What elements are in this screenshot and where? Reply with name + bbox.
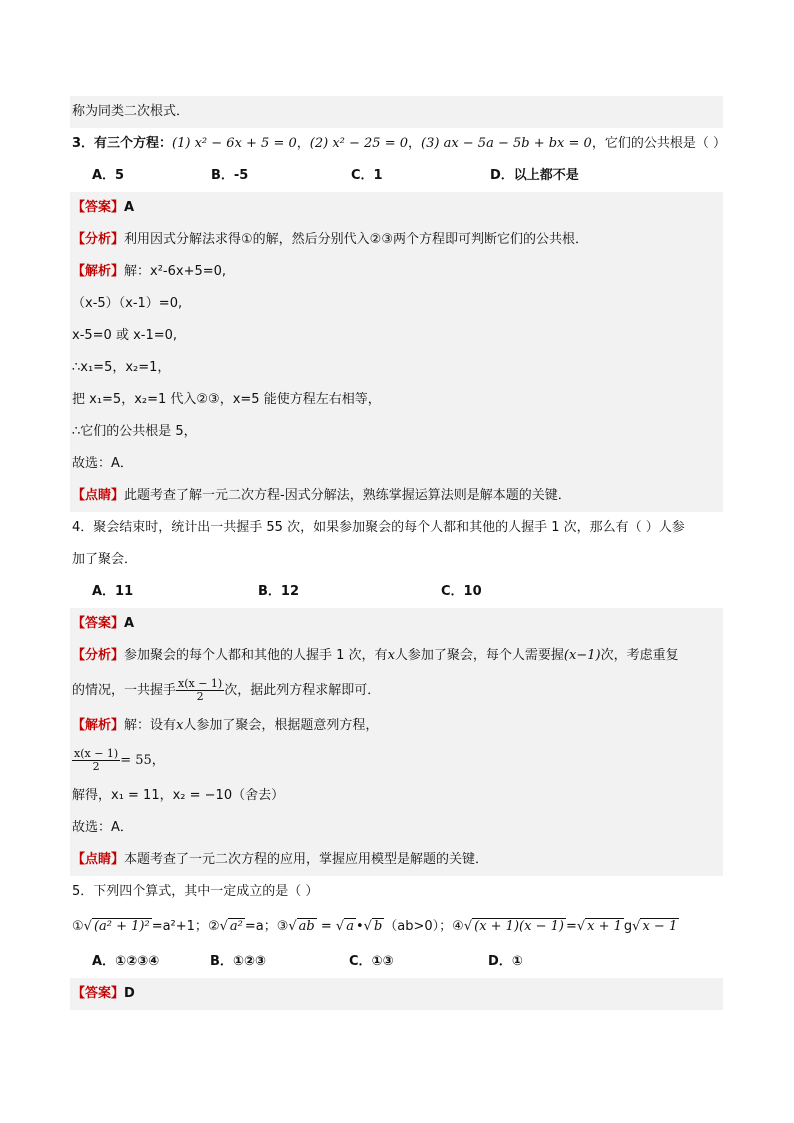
question-3-answer: 【答案】A bbox=[70, 192, 723, 224]
question-4-comment: 【点睛】本题考查了一元二次方程的应用，掌握应用模型是解题的关键． bbox=[70, 844, 723, 876]
question-4-options bbox=[70, 576, 723, 608]
option-b: B．①②③ bbox=[210, 954, 266, 969]
question-4-analysis-line-1: 【分析】参加聚会的每个人都和其他的人握手 1 次，有x人参加了聚会，每个人需要握(x−1)次，考虑重复 bbox=[70, 640, 723, 672]
question-3-solution-line-1: 【解析】解：x²-6x+5=0, bbox=[70, 256, 723, 288]
question-4-solution-line-3: 解得，x₁ = 11，x₂ = −10（舍去） bbox=[70, 780, 723, 812]
option-d: D．① bbox=[488, 954, 523, 969]
document-page bbox=[70, 96, 726, 1010]
question-4-stem-line-1: 4．聚会结束时，统计出一共握手 55 次，如果参加聚会的每个人都和其他的人握手 1 次，那么有（ ）人参 bbox=[72, 520, 685, 535]
question-5-options bbox=[70, 946, 723, 978]
option-a: A．①②③④ bbox=[92, 954, 160, 969]
question-4-solution-line-4: 故选：A． bbox=[70, 812, 723, 844]
question-4-answer: 【答案】A bbox=[70, 608, 723, 640]
option-d: D．以上都不是 bbox=[490, 168, 579, 183]
question-4-stem-line-2: 加了聚会． bbox=[72, 552, 138, 567]
question-3-solution-line-6: ∴它们的公共根是 5， bbox=[70, 416, 723, 448]
question-3-solution-line-3: x-5=0 或 x-1=0, bbox=[70, 320, 723, 352]
question-3-stem: 3．有三个方程：(1) x² − 6x + 5 = 0，(2) x² − 25 = 0，(3) ax − 5a − 5b + bx = 0，它们的公共根是（ ） bbox=[72, 136, 726, 151]
question-5-stem: 5．下列四个算式，其中一定成立的是（ ） bbox=[72, 884, 319, 899]
previous-text-line: 称为同类二次根式． bbox=[70, 96, 723, 128]
option-c: C．10 bbox=[441, 584, 482, 599]
question-3-solution-line-7: 故选：A． bbox=[70, 448, 723, 480]
option-b: B．12 bbox=[258, 584, 299, 599]
question-5-answer: 【答案】D bbox=[70, 978, 723, 1010]
question-3-options bbox=[70, 160, 723, 192]
question-3-solution-line-2: （x-5）（x-1）=0, bbox=[70, 288, 723, 320]
question-4-equation: $\frac{x(x - 1)}{2}$ = 55， bbox=[70, 742, 723, 780]
question-3-solution-line-4: ∴x₁=5，x₂=1， bbox=[70, 352, 723, 384]
option-c: C．①③ bbox=[349, 954, 394, 969]
option-a: A．11 bbox=[92, 584, 134, 599]
question-3-comment: 【点睛】此题考查了解一元二次方程-因式分解法，熟练掌握运算法则是解本题的关键． bbox=[70, 480, 723, 512]
option-b: B．-5 bbox=[211, 168, 249, 183]
option-a: A．5 bbox=[92, 168, 125, 183]
fraction: $\frac{x(x - 1)}{2}$ bbox=[74, 747, 119, 773]
question-5-items: ①√ (a² + 1)² =a²+1；②√ a² =a；③√ ab = √ a •√ b （ab>0）；④√ (x + 1)(x − 1) =√ x + 1 g√ x − 1 bbox=[72, 919, 678, 934]
question-3-solution-line-5: 把 x₁=5，x₂=1 代入②③，x=5 能使方程左右相等， bbox=[70, 384, 723, 416]
question-4-solution-line-1: 【解析】解：设有x人参加了聚会，根据题意列方程， bbox=[70, 710, 723, 742]
question-4-analysis-line-2: 的情况，一共握手 $\frac{x(x - 1)}{2}$ 次，据此列方程求解即可． bbox=[70, 672, 723, 710]
fraction: $\frac{x(x - 1)}{2}$ bbox=[178, 677, 223, 703]
option-c: C．1 bbox=[351, 168, 383, 183]
question-3-analysis: 【分析】利用因式分解法求得①的解，然后分别代入②③两个方程即可判断它们的公共根． bbox=[70, 224, 723, 256]
